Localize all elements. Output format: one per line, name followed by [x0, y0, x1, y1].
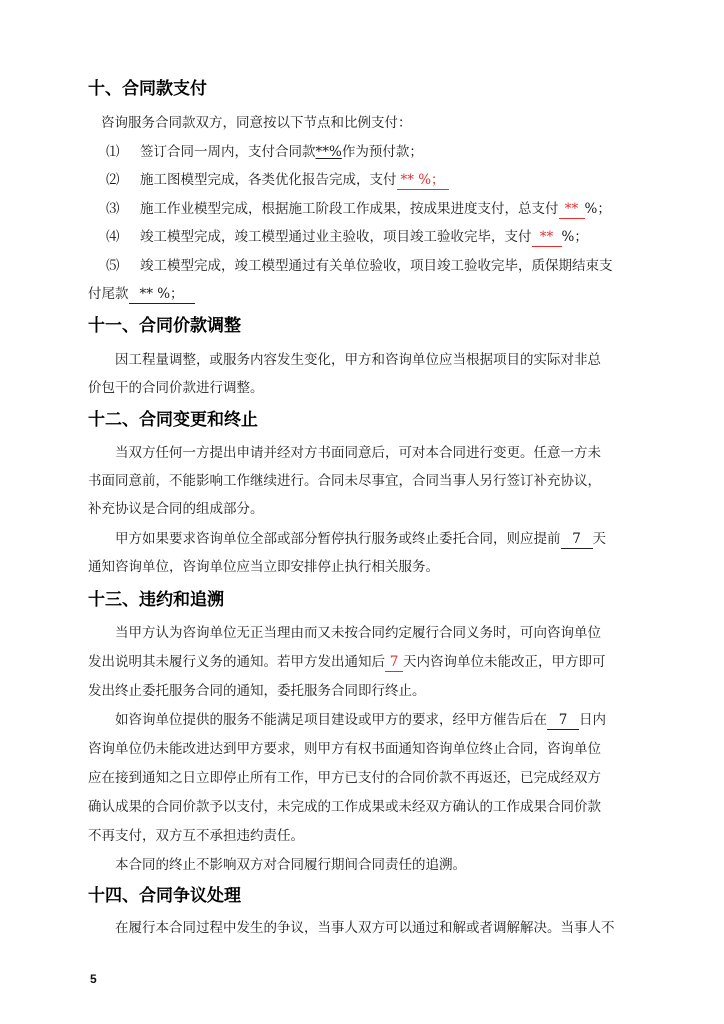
clause-text-post: 天: [592, 531, 606, 547]
item-text: 施工图模型完成，各类优化报告完成，支付: [140, 172, 397, 188]
section-13-p3: 本合同的终止不影响双方对合同履行期间合同责任的追溯。: [115, 857, 466, 873]
clause-text-post: 天内咨询单位未能改正，甲方即可: [403, 654, 606, 670]
section-13-p1-line-2: [88, 652, 606, 672]
section-12-p2-line-1: [115, 529, 606, 549]
section-11-line-1: 因工程量调整，或服务内容发生变化，甲方和咨询单位应当根据项目的实际对非总: [115, 352, 601, 368]
section-13-p2-line-4: 确认成果的合同价款予以支付，未完成的工作成果或未经双方确认的工作成果合同价款: [88, 799, 601, 815]
item-number: ⑵: [106, 172, 120, 188]
section-13-p2-line-1: [115, 710, 606, 730]
section-10-intro: 咨询服务合同款双方，同意按以下节点和比例支付：: [101, 115, 412, 131]
fill-in-percent: ** %；: [129, 286, 195, 304]
section-14-heading: 十四、合同争议处理: [88, 886, 241, 906]
item-text: 签订合同一周内，支付合同款: [140, 144, 316, 160]
item-number: ⑶: [106, 201, 120, 217]
section-13-p2-line-5: 不再支付，双方互不承担违约责任。: [88, 828, 304, 844]
payment-item-5-continued: [88, 284, 195, 304]
item-number: ⑷: [106, 229, 120, 245]
section-10-heading: 十、合同款支付: [88, 79, 207, 99]
section-12-p1-line-1: 当双方任何一方提出申请并经对方书面同意后，可对本合同进行变更。任意一方未: [115, 445, 601, 461]
section-12-heading: 十二、合同变更和终止: [88, 410, 258, 430]
fill-in-percent: **: [532, 229, 562, 247]
fill-in-percent: ** %；: [397, 172, 449, 190]
item-text-post: 作为预付款；: [341, 144, 423, 160]
item-text: 竣工模型完成，竣工模型通过业主验收，项目竣工验收完毕，支付: [140, 229, 532, 245]
fill-in-days: 7: [547, 712, 579, 730]
payment-item-3: [106, 199, 611, 219]
section-12-p1-line-2: 书面同意前，不能影响工作继续进行。合同未尽事宜，合同当事人另行签订补充协议，: [88, 473, 601, 489]
section-12-p2-line-2: 通知咨询单位，咨询单位应当立即安排停止执行相关服务。: [88, 559, 439, 575]
payment-item-1: [106, 142, 423, 162]
clause-text: 发出说明其未履行义务的通知。若甲方发出通知后: [88, 654, 385, 670]
section-14-line-1: 在履行本合同过程中发生的争议，当事人双方可以通过和解或者调解解决。当事人不: [115, 920, 615, 936]
payment-item-4: [106, 227, 588, 247]
section-13-p2-line-2: 咨询单位仍未能改进达到甲方要求，则甲方有权书面通知咨询单位终止合同，咨询单位: [88, 741, 601, 757]
fill-in-days: 7: [385, 654, 403, 672]
item-text: 竣工模型完成，竣工模型通过有关单位验收，项目竣工验收完毕，质保期结束支: [140, 258, 613, 274]
clause-text: 甲方如果要求咨询单位全部或部分暂停执行服务或终止委托合同，则应提前: [115, 531, 561, 547]
section-12-p1-line-3: 补充协议是合同的组成部分。: [88, 501, 264, 517]
item-text: 施工作业模型完成，根据施工阶段工作成果，按成果进度支付，总支付: [140, 201, 559, 217]
section-11-line-2: 价包干的合同价款进行调整。: [88, 380, 264, 396]
item-number: ⑴: [106, 144, 120, 160]
fill-in-percent: **%: [315, 144, 342, 160]
clause-text: 如咨询单位提供的服务不能满足项目建设或甲方的要求，经甲方催告后在: [115, 712, 547, 728]
item-text: 付尾款: [88, 286, 129, 302]
fill-in-days: 7: [561, 531, 593, 549]
page-number: 5: [90, 972, 97, 986]
fill-in-percent: **: [559, 201, 585, 219]
section-13-heading: 十三、违约和追溯: [88, 590, 224, 610]
section-13-p1-line-3: 发出终止委托服务合同的通知，委托服务合同即行终止。: [88, 683, 426, 699]
item-number: ⑸: [106, 258, 120, 274]
payment-item-5: [106, 256, 613, 276]
item-text-post: %；: [584, 201, 611, 217]
clause-text-post: 日内: [579, 712, 606, 728]
item-text-post: %；: [561, 229, 588, 245]
section-13-p2-line-3: 应在接到通知之日立即停止所有工作，甲方已支付的合同价款不再返还，已完成经双方: [88, 770, 601, 786]
payment-item-2: [106, 170, 449, 190]
section-11-heading: 十一、合同价款调整: [88, 316, 241, 336]
section-13-p1-line-1: 当甲方认为咨询单位无正当理由而又未按合同约定履行合同义务时，可向咨询单位: [115, 625, 601, 641]
